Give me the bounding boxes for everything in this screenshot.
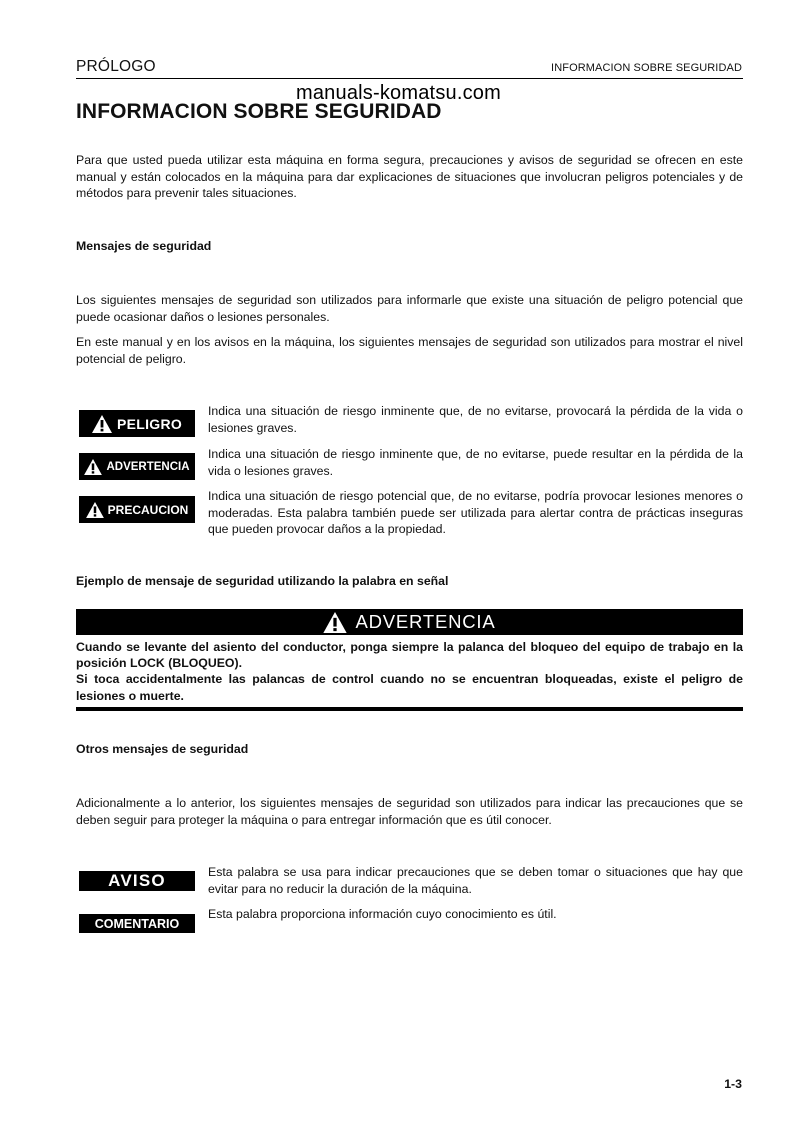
advertencia-banner — [76, 609, 743, 635]
warning-line-1: Cuando se levante del asiento del conductor, ponga siempre la palanca del bloqueo del equipo de trabajo en la posición LOCK (BLOQUEO). — [76, 640, 743, 671]
page-title: INFORMACION SOBRE SEGURIDAD — [76, 100, 442, 123]
aviso-badge — [79, 871, 195, 891]
warning-triangle-icon — [86, 502, 104, 518]
peligro-badge — [79, 410, 195, 437]
advertencia-badge — [79, 453, 195, 480]
other-messages-paragraph: Adicionalmente a lo anterior, los siguientes mensajes de seguridad son utilizados para indicar las precauciones que se deben seguir para proteger la máquina o para entregar información que es útil conocer. — [76, 796, 743, 827]
peligro-description: Indica una situación de riesgo inminente que, de no evitarse, provocará la pérdida de la vida o lesiones graves. — [208, 404, 743, 435]
header-rule — [76, 78, 743, 79]
header-section: PRÓLOGO — [76, 58, 156, 75]
warning-body — [76, 639, 743, 704]
advertencia-description: Indica una situación de riesgo inminente que, de no evitarse, puede resultar en la pérdida de la vida o lesiones graves. — [208, 447, 743, 478]
banner-label: ADVERTENCIA — [355, 611, 496, 632]
warning-triangle-icon — [84, 459, 102, 475]
watermark: manuals-komatsu.com — [296, 82, 501, 104]
comentario-label: COMENTARIO — [94, 916, 180, 931]
comentario-description: Esta palabra proporciona información cuyo conocimiento es útil. — [208, 907, 557, 921]
safety-messages-paragraph-2: En este manual y en los avisos en la máquina, los siguientes mensajes de seguridad son utilizados para mostrar el nivel potencial de peligro. — [76, 335, 743, 366]
example-heading: Ejemplo de mensaje de seguridad utilizando la palabra en señal — [76, 574, 449, 588]
warning-bottom-rule — [76, 707, 743, 711]
safety-messages-heading: Mensajes de seguridad — [76, 239, 212, 253]
aviso-label: AVISO — [108, 871, 166, 890]
other-messages-heading: Otros mensajes de seguridad — [76, 742, 249, 756]
precaucion-badge — [79, 496, 195, 523]
advertencia-label: ADVERTENCIA — [106, 460, 190, 473]
intro-paragraph: Para que usted pueda utilizar esta máquina en forma segura, precauciones y avisos de seguridad se ofrecen en este manual y están colocados en la máquina para dar explicaciones de situaciones que involucran peligros potenciales y de métodos para prevenir tales situaciones. — [76, 153, 743, 200]
safety-messages-paragraph-1: Los siguientes mensajes de seguridad son utilizados para informarle que existe una situación de peligro potencial que puede ocasionar daños o lesiones personales. — [76, 293, 743, 324]
warning-triangle-icon — [323, 612, 347, 633]
header-topic: INFORMACION SOBRE SEGURIDAD — [551, 62, 742, 74]
aviso-description: Esta palabra se usa para indicar precauciones que se deben tomar o situaciones que hay que evitar para no reducir la duración de la máquina. — [208, 865, 743, 896]
precaucion-label: PRECAUCION — [107, 502, 189, 517]
warning-line-2: Si toca accidentalmente las palancas de control cuando no se encuentran bloqueadas, existe el peligro de lesiones o muerte. — [76, 672, 743, 703]
warning-triangle-icon — [92, 415, 112, 433]
comentario-badge — [79, 914, 195, 933]
peligro-label: PELIGRO — [116, 415, 183, 432]
page-number: 1-3 — [724, 1077, 742, 1091]
precaucion-description: Indica una situación de riesgo potencial que, de no evitarse, podría provocar lesiones menores o moderadas. Esta palabra también puede ser utilizada para alertar contra de prácticas inseguras que pueden provocar daños a la propiedad. — [208, 489, 743, 536]
